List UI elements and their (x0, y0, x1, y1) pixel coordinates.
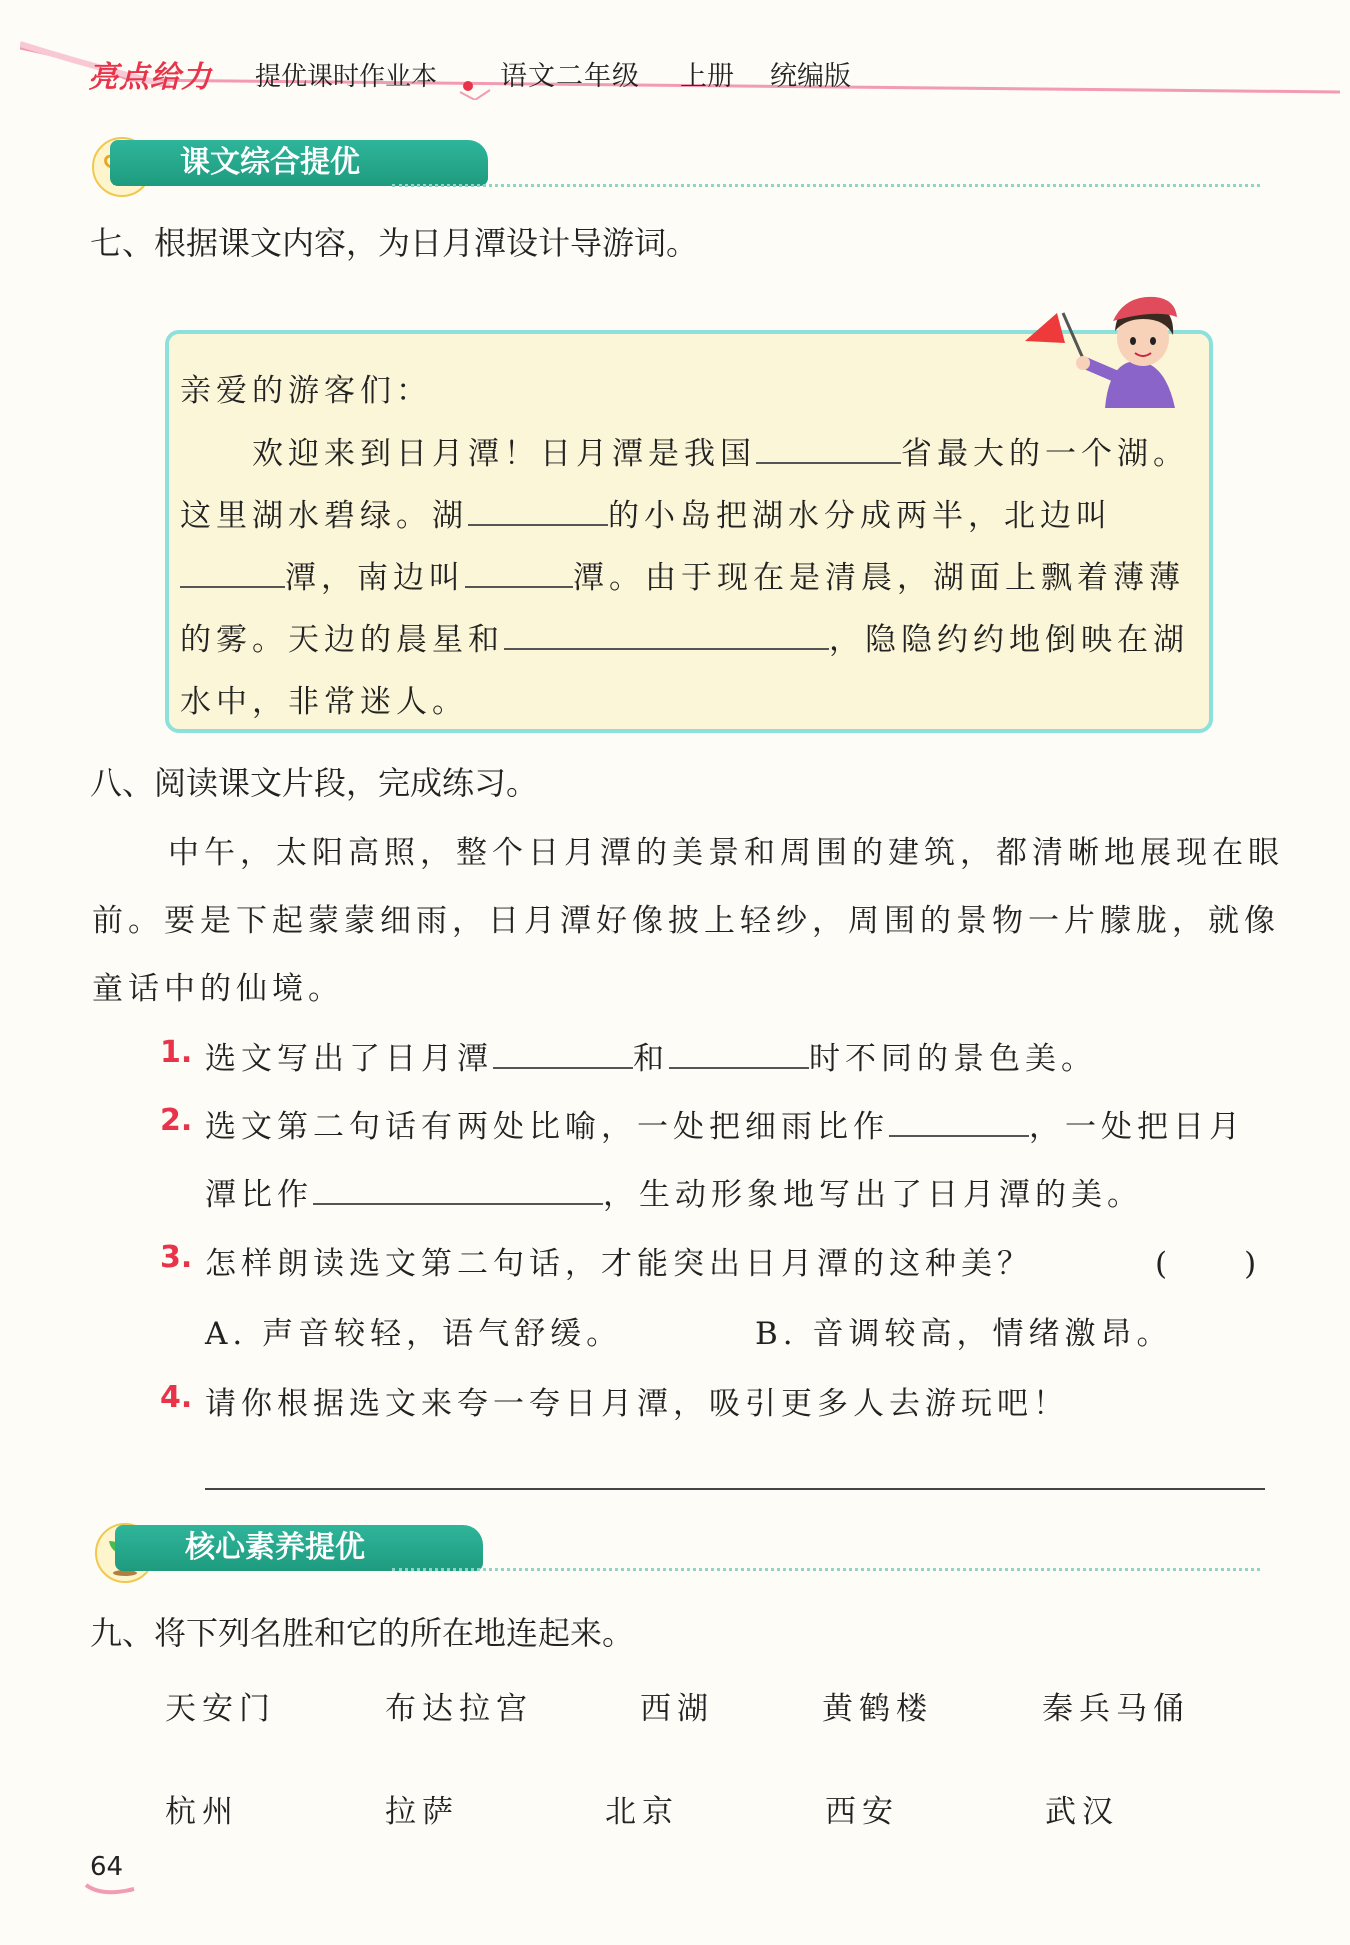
blank-time-2[interactable] (669, 1037, 809, 1069)
page-number: 64 (90, 1852, 124, 1882)
landmark-item[interactable]: 黄鹤楼 (822, 1691, 933, 1727)
tour-guide-illustration (1025, 283, 1205, 408)
city-item[interactable]: 武汉 (1045, 1794, 1119, 1830)
city-item[interactable]: 拉萨 (385, 1794, 459, 1830)
brand-logo: 亮点给力 (88, 60, 212, 95)
blank-reflection[interactable] (504, 618, 829, 650)
guide-line-4: 的雾。天边的晨星和 ，隐隐约约地倒映在湖 (180, 614, 1189, 659)
item-number: 4. (160, 1380, 193, 1415)
answer-line[interactable] (205, 1488, 1265, 1490)
option-b[interactable]: B. 音调较高，情绪激昂。 (755, 1316, 1173, 1352)
city-item[interactable]: 杭州 (165, 1794, 239, 1830)
header-grade: 语文二年级 (500, 61, 640, 92)
section-banner-comprehensive (110, 140, 488, 186)
section-title: 课文综合提优 (180, 145, 360, 180)
header-subtitle: 提优课时作业本 (255, 62, 438, 92)
item-4-question: 请你根据选文来夸一夸日月潭，吸引更多人去游玩吧！ (205, 1386, 1069, 1422)
blank-south-name[interactable] (465, 556, 573, 588)
header-volume: 上册 (680, 61, 734, 92)
question-7-title: 七、根据课文内容，为日月潭设计导游词。 (90, 224, 699, 262)
section-title: 核心素养提优 (185, 1530, 365, 1565)
question-8-title: 八、阅读课文片段，完成练习。 (90, 764, 539, 802)
item-2-text-a: 选文第二句话有两处比喻，一处把细雨比作 ，一处把日月 (205, 1101, 1245, 1146)
blank-province[interactable] (756, 432, 901, 464)
city-item[interactable]: 北京 (605, 1794, 679, 1830)
section-divider (392, 184, 1260, 187)
item-2-text-b: 潭比作 ，生动形象地写出了日月潭的美。 (205, 1169, 1143, 1214)
blank-north-name[interactable] (180, 556, 285, 588)
item-3-question: 怎样朗读选文第二句话，才能突出日月潭的这种美？ (205, 1246, 1033, 1282)
item-number: 1. (160, 1035, 193, 1070)
landmark-item[interactable]: 天安门 (165, 1691, 276, 1727)
landmark-item[interactable]: 西湖 (640, 1691, 714, 1727)
item-number: 2. (160, 1103, 193, 1138)
passage-line-2: 前。要是下起蒙蒙细雨，日月潭好像披上轻纱，周围的景物一片朦胧，就像 (92, 903, 1280, 939)
guide-greeting: 亲爱的游客们： (180, 373, 432, 409)
answer-parentheses[interactable]: ( ) (1155, 1246, 1262, 1282)
guide-line-1: 欢迎来到日月潭！日月潭是我国 省最大的一个湖。 (252, 428, 1189, 473)
item-1-text: 选文写出了日月潭 和 时不同的景色美。 (205, 1033, 1097, 1078)
landmark-item[interactable]: 布达拉宫 (385, 1691, 533, 1727)
header-edition: 统编版 (770, 61, 851, 92)
blank-time-1[interactable] (493, 1037, 633, 1069)
passage-line-1: 中午，太阳高照，整个日月潭的美景和周围的建筑，都清晰地展现在眼 (168, 835, 1284, 871)
guide-line-3: 潭，南边叫 潭。由于现在是清晨，湖面上飘着薄薄 (180, 552, 1185, 597)
guide-line-2: 这里湖水碧绿。湖 的小岛把湖水分成两半，北边叫 (180, 490, 1112, 535)
blank-lake-metaphor[interactable] (313, 1173, 603, 1205)
passage-line-3: 童话中的仙境。 (92, 971, 344, 1007)
blank-rain-metaphor[interactable] (889, 1105, 1029, 1137)
blank-island-position[interactable] (468, 494, 608, 526)
section-divider (392, 1568, 1260, 1571)
landmark-item[interactable]: 秦兵马俑 (1042, 1691, 1190, 1727)
guide-line-5: 水中，非常迷人。 (180, 684, 468, 720)
city-item[interactable]: 西安 (825, 1794, 899, 1830)
section-banner-core (115, 1525, 483, 1571)
question-9-title: 九、将下列名胜和它的所在地连起来。 (90, 1614, 635, 1652)
option-a[interactable]: A. 声音较轻，语气舒缓。 (205, 1316, 623, 1352)
item-number: 3. (160, 1240, 193, 1275)
